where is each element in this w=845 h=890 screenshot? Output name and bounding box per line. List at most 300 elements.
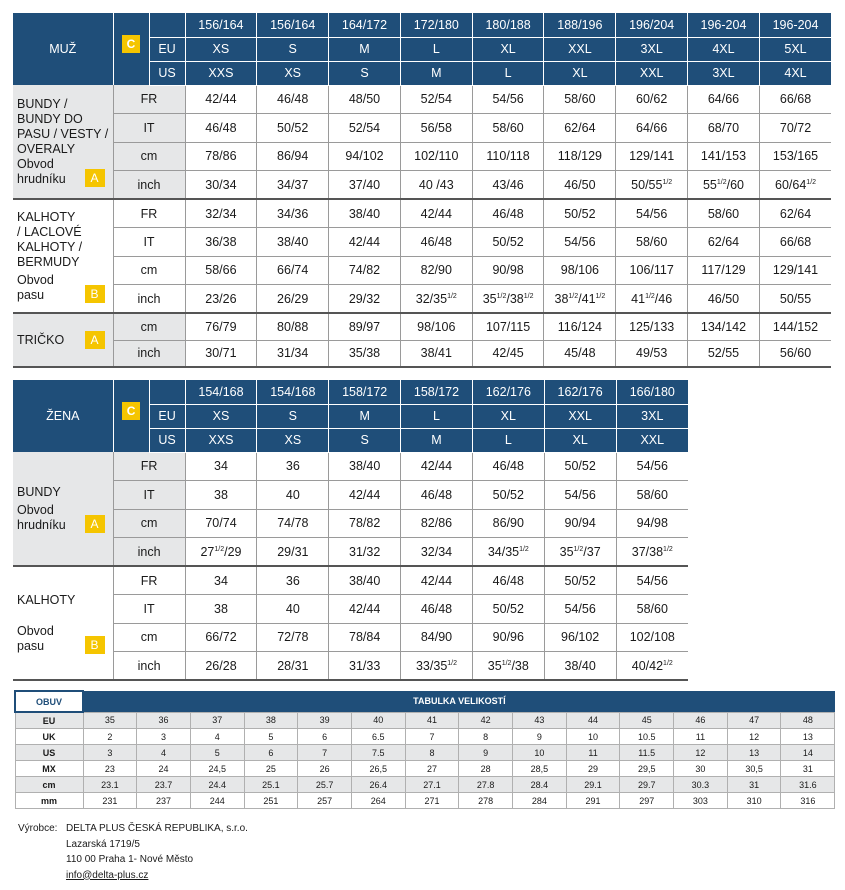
size-value: 31/33 [329,652,401,681]
size-value: 38/40 [257,228,329,257]
size-value: 116/124 [544,313,616,340]
men-eu-size: XL [472,37,544,61]
shoe-size-value: 35 [83,712,137,729]
shoe-size-value: 6.5 [351,729,405,745]
shoe-size-value: 25.1 [244,777,298,793]
size-value: 36 [257,566,329,595]
shoe-size-value: 13 [727,745,781,761]
men-height-size: 188/196 [544,13,616,37]
shoe-size-value: 44 [566,712,620,729]
c-tag-cell [113,380,149,452]
shoe-row-label: UK [15,729,83,745]
shoe-size-value: 3 [137,729,191,745]
men-size-table [13,13,831,368]
women-height-size: 158/172 [329,380,401,404]
unit-label: IT [113,228,185,257]
unit-label: inch [113,285,185,314]
size-value: $38^{1/2}/41^{1/2}$ [544,285,616,314]
size-value: 34 [185,452,257,481]
category-title-line: KALHOTY [17,209,76,224]
men-height-size: 156/164 [185,13,257,37]
size-value: 42/44 [400,199,472,228]
size-value: 129/141 [759,256,831,285]
measure-label: pasu [17,638,45,653]
women-eu-size: 3XL [616,404,688,428]
measure-label: hrudníku [17,517,66,532]
shoe-size-value: 310 [727,793,781,809]
size-value: 74/78 [257,509,329,538]
shoe-size-value: 3 [83,745,137,761]
men-height-size: 164/172 [329,13,401,37]
men-eu-size: S [257,37,329,61]
size-value: 153/165 [759,142,831,171]
size-value: 52/55 [688,340,760,367]
women-size-table [13,380,688,681]
shoe-size-value: 45 [620,712,674,729]
women-height-size: 154/168 [185,380,257,404]
size-value: 50/52 [472,595,544,624]
shoe-size-table [14,690,835,809]
men-us-size: XS [257,61,329,85]
size-value: 58/60 [616,595,688,624]
shoe-row-label: mm [15,793,83,809]
size-value: 60/62 [616,85,688,114]
size-value: 29/31 [257,538,329,567]
size-value: 38/40 [544,652,616,681]
women-eu-size: L [401,404,473,428]
shoe-size-value: 40 [351,712,405,729]
shoe-size-value: 29,5 [620,761,674,777]
size-value: 29/32 [329,285,401,314]
size-value: $41^{1/2}/46$ [616,285,688,314]
unit-label: cm [113,142,185,171]
size-value: $34/35^{1/2}$ [472,538,544,567]
size-value: 58/60 [616,481,688,510]
women-eu-size: S [257,404,329,428]
size-value: 46/50 [544,171,616,200]
unit-label: cm [113,256,185,285]
shoe-size-value: 4 [190,729,244,745]
women-jackets-row [13,452,688,481]
shoe-size-value: 38 [244,712,298,729]
size-value: 32/34 [185,199,257,228]
men-eu-size: M [329,37,401,61]
unit-label: IT [113,481,185,510]
size-value: 72/78 [257,623,329,652]
men-eu-size: XXL [544,37,616,61]
women-height-size: 158/172 [401,380,473,404]
shoe-size-value: 26,5 [351,761,405,777]
shoe-size-value: 7.5 [351,745,405,761]
manufacturer-label: Výrobce: [18,823,58,834]
shoe-size-value: 9 [459,745,513,761]
size-value: 42/44 [329,228,401,257]
size-value: 66/68 [759,228,831,257]
shoe-size-value: 237 [137,793,191,809]
shoe-size-value: 6 [298,729,352,745]
men-trousers-row [13,256,831,285]
size-value: 98/106 [400,313,472,340]
shoe-size-value: 257 [298,793,352,809]
size-value: 52/54 [329,114,401,143]
size-value: $35^{1/2}/37$ [544,538,616,567]
size-value: $35^{1/2}/38^{1/2}$ [472,285,544,314]
category-title-line: BUNDY / [17,96,68,111]
shoe-size-value: 2 [83,729,137,745]
men-us-size: XXL [616,61,688,85]
shoe-size-value: 27 [405,761,459,777]
women-jackets-category [13,452,113,566]
shoe-size-value: 25.7 [298,777,352,793]
shoe-row-mm [15,793,835,809]
men-height-size: 196-204 [759,13,831,37]
women-eu-size: M [329,404,401,428]
size-value: 46/48 [472,566,544,595]
size-value: 46/48 [401,595,473,624]
size-value: 54/56 [472,85,544,114]
women-jackets-row [13,538,688,567]
shoe-row-label: EU [15,712,83,729]
size-value: 50/52 [472,481,544,510]
size-value: $37/38^{1/2}$ [616,538,688,567]
men-jackets-row [13,114,831,143]
size-value: 58/60 [616,228,688,257]
men-jackets-category [13,85,113,199]
men-height-size: 172/180 [400,13,472,37]
size-value: 98/106 [544,256,616,285]
shoe-size-value: 28.4 [513,777,567,793]
size-value: 38/40 [329,452,401,481]
men-height-size: 196/204 [616,13,688,37]
shoe-size-value: 271 [405,793,459,809]
measure-label: Obvod [17,623,54,638]
eu-label: EU [149,404,185,428]
women-us-size: XXS [185,428,257,452]
women-eu-size: XS [185,404,257,428]
size-value: 31/34 [257,340,329,367]
size-value: 54/56 [616,199,688,228]
measure-label: Obvod [17,272,54,287]
unit-label: IT [113,595,185,624]
size-value: 40 [257,481,329,510]
c-tag: C [122,402,140,420]
women-us-size: XS [257,428,329,452]
women-gender-label: ŽENA [13,380,113,452]
women-us-size: XXL [616,428,688,452]
email-link[interactable]: info@delta-plus.cz [66,869,149,881]
men-tshirt-category [13,313,113,367]
size-value: 90/96 [472,623,544,652]
shoe-size-value: 25 [244,761,298,777]
women-trousers-row [13,595,688,624]
size-value: 54/56 [544,228,616,257]
shoe-size-value: 37 [190,712,244,729]
size-value: 70/72 [759,114,831,143]
size-value: 110/118 [472,142,544,171]
shoe-row-cm [15,777,835,793]
shoe-size-value: 9 [513,729,567,745]
women-trousers-row [13,623,688,652]
men-jackets-row [13,171,831,200]
measure-tag: A [85,515,105,533]
size-value: 28/31 [257,652,329,681]
us-label: US [149,428,185,452]
shoe-size-value: 13 [781,729,835,745]
size-value: $35^{1/2}/38$ [472,652,544,681]
men-trousers-row [13,228,831,257]
shoe-size-value: 26 [298,761,352,777]
category-title-line: OVERALY [17,141,76,156]
men-us-size: S [329,61,401,85]
shoe-size-value: 47 [727,712,781,729]
shoe-size-value: 39 [298,712,352,729]
size-value: 42/44 [401,566,473,595]
size-value: 94/98 [616,509,688,538]
size-value: 52/54 [400,85,472,114]
men-trousers-category [13,199,113,313]
measure-tag: A [85,331,105,349]
unit-label: cm [113,623,185,652]
size-value: 118/129 [544,142,616,171]
address-city: 110 00 Praha 1- Nové Město [66,854,194,865]
shoe-size-value: 31 [727,777,781,793]
men-trousers-row [13,199,831,228]
men-us-size: 4XL [759,61,831,85]
shoe-size-value: 11 [674,729,728,745]
shoe-size-value: 14 [781,745,835,761]
size-value: 66/68 [759,85,831,114]
unit-label: inch [113,652,185,681]
men-eu-size: 5XL [759,37,831,61]
shoe-size-value: 8 [459,729,513,745]
size-value: 102/110 [400,142,472,171]
size-value: 125/133 [616,313,688,340]
size-value: 78/86 [185,142,257,171]
shoe-size-value: 46 [674,712,728,729]
size-value: 58/66 [185,256,257,285]
unit-label: FR [113,566,185,595]
company-name: DELTA PLUS ČESKÁ REPUBLIKA, s.r.o. [66,823,248,834]
shoe-size-value: 251 [244,793,298,809]
category-title-line: KALHOTY / [17,239,83,254]
size-value: 34/36 [257,199,329,228]
women-eu-size: XL [472,404,544,428]
shoe-size-value: 30,5 [727,761,781,777]
unit-label: inch [113,340,185,367]
size-value: 54/56 [544,595,616,624]
women-header-height-row [13,380,688,404]
size-value: 107/115 [472,313,544,340]
size-value: 117/129 [688,256,760,285]
size-value: 80/88 [257,313,329,340]
size-value: 38 [185,595,257,624]
unit-label: cm [113,509,185,538]
measure-label: Obvod [17,502,54,517]
shoe-size-value: 30.3 [674,777,728,793]
size-value: 62/64 [544,114,616,143]
shoe-size-value: 27.8 [459,777,513,793]
size-value: 46/48 [401,481,473,510]
size-value: 66/72 [185,623,257,652]
shoe-size-value: 4 [137,745,191,761]
size-value: $33/35^{1/2}$ [401,652,473,681]
size-value: 74/82 [329,256,401,285]
women-jackets-row [13,509,688,538]
size-value: 78/82 [329,509,401,538]
women-us-size: S [329,428,401,452]
size-value: $55^{1/2}/60$ [688,171,760,200]
shoe-size-value: 43 [513,712,567,729]
men-header-height-row [13,13,831,37]
size-value: 86/90 [472,509,544,538]
size-value: 46/48 [472,452,544,481]
size-value: 46/48 [185,114,257,143]
measure-label: hrudníku [17,171,66,186]
measure-tag: A [85,169,105,187]
size-value: 62/64 [759,199,831,228]
size-value: 54/56 [544,481,616,510]
men-jackets-row [13,142,831,171]
size-value: 34 [185,566,257,595]
size-value: $27^{1/2}/29$ [185,538,257,567]
shoe-size-value: 24 [137,761,191,777]
size-value: 37/40 [329,171,401,200]
women-trousers-category [13,566,113,680]
size-value: $40/42^{1/2}$ [616,652,688,681]
shoe-size-value: 297 [620,793,674,809]
shoe-size-value: 231 [83,793,137,809]
shoe-size-value: 23.7 [137,777,191,793]
shoe-size-value: 24.4 [190,777,244,793]
shoe-size-value: 303 [674,793,728,809]
men-tshirt-row [13,313,831,340]
size-value: 129/141 [616,142,688,171]
men-us-size: L [472,61,544,85]
men-us-size: XXS [185,61,257,85]
unit-label: IT [113,114,185,143]
unit-label: FR [113,85,185,114]
size-value: 141/153 [688,142,760,171]
size-value: 68/70 [688,114,760,143]
size-value: 48/50 [329,85,401,114]
size-value: 38/40 [329,199,401,228]
size-value: 50/52 [544,566,616,595]
size-value: 102/108 [616,623,688,652]
shoe-size-value: 41 [405,712,459,729]
measure-tag: B [85,636,105,654]
shoe-size-value: 264 [351,793,405,809]
men-eu-size: 3XL [616,37,688,61]
men-eu-size: XS [185,37,257,61]
women-us-size: L [472,428,544,452]
size-value: 38 [185,481,257,510]
shoe-size-value: 28 [459,761,513,777]
size-value: 36 [257,452,329,481]
men-jackets-row [13,85,831,114]
address-street: Lazarská 1719/5 [66,838,140,850]
category-title-line: BUNDY DO [17,111,83,126]
shoe-size-value: 12 [727,729,781,745]
size-value: 40 /43 [400,171,472,200]
size-value: 106/117 [616,256,688,285]
unit-label: FR [113,452,185,481]
size-value: 64/66 [616,114,688,143]
shoe-size-value: 10 [513,745,567,761]
unit-label: FR [113,199,185,228]
men-us-size: XL [544,61,616,85]
size-value: 66/74 [257,256,329,285]
shoe-size-value: 26.4 [351,777,405,793]
category-title-line: / LACLOVÉ [17,224,82,239]
women-height-size: 154/168 [257,380,329,404]
shoes-table-title: TABULKA VELIKOSTÍ [83,691,835,712]
size-value: $32/35^{1/2}$ [400,285,472,314]
shoe-size-value: 7 [405,729,459,745]
women-trousers-row [13,652,688,681]
shoe-size-value: 30 [674,761,728,777]
size-value: 62/64 [688,228,760,257]
women-height-size: 162/176 [472,380,544,404]
size-value: 32/34 [401,538,473,567]
size-value: 40 [257,595,329,624]
size-value: 35/38 [329,340,401,367]
size-value: 58/60 [688,199,760,228]
size-value: 50/52 [544,452,616,481]
shoe-size-value: 10.5 [620,729,674,745]
shoe-size-value: 31 [781,761,835,777]
us-label: US [149,61,185,85]
shoe-size-value: 29 [566,761,620,777]
shoe-size-value: 11.5 [620,745,674,761]
size-value: 134/142 [688,313,760,340]
size-value: 58/60 [472,114,544,143]
men-us-size: M [400,61,472,85]
size-value: 54/56 [616,566,688,595]
size-value: 23/26 [185,285,257,314]
shoe-size-value: 316 [781,793,835,809]
category-title: TRIČKO [17,332,65,347]
shoe-size-value: 31.6 [781,777,835,793]
size-value: 30/71 [185,340,257,367]
shoe-row-eu [15,712,835,729]
manufacturer-info [18,821,248,883]
shoe-size-value: 7 [298,745,352,761]
men-tshirt-row [13,340,831,367]
men-eu-size: L [400,37,472,61]
size-value: 90/94 [544,509,616,538]
men-height-size: 180/188 [472,13,544,37]
shoe-size-value: 244 [190,793,244,809]
size-value: $50/55^{1/2}$ [616,171,688,200]
category-title-line: KALHOTY [17,592,76,607]
size-value: 43/46 [472,171,544,200]
size-value: 89/97 [329,313,401,340]
size-value: 45/48 [544,340,616,367]
size-value: 50/52 [544,199,616,228]
size-value: 94/102 [329,142,401,171]
measure-label: pasu [17,287,45,302]
size-value: 78/84 [329,623,401,652]
size-value: 86/94 [257,142,329,171]
size-value: 50/52 [257,114,329,143]
shoe-size-value: 5 [190,745,244,761]
shoe-size-value: 24,5 [190,761,244,777]
shoe-size-value: 8 [405,745,459,761]
shoe-size-value: 12 [674,745,728,761]
shoe-size-value: 36 [137,712,191,729]
shoe-size-value: 5 [244,729,298,745]
size-value: 46/48 [400,228,472,257]
